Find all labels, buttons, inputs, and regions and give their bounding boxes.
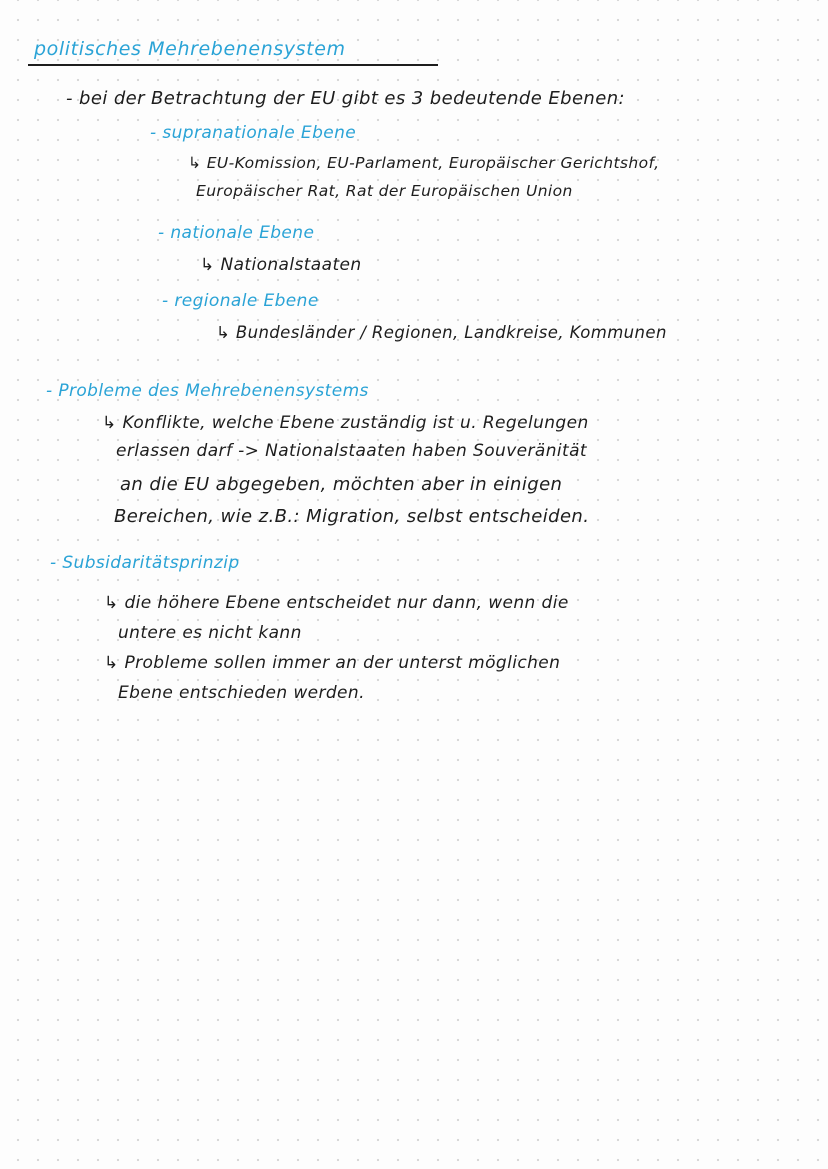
- level-supranational-heading: - supranationale Ebene: [150, 123, 357, 143]
- title-underline: [28, 64, 438, 66]
- level-regional-heading: - regionale Ebene: [162, 291, 319, 311]
- subsidiarity-line-3: ↳ Probleme sollen immer an der unterst möglichen: [104, 653, 561, 673]
- subsidiarity-line-2: untere es nicht kann: [118, 623, 302, 643]
- level-regional-detail: ↳ Bundesländer / Regionen, Landkreise, Kommunen: [216, 323, 667, 342]
- problems-line-1: ↳ Konflikte, welche Ebene zuständig ist u. Regelungen: [102, 413, 589, 433]
- intro-line: - bei der Betrachtung der EU gibt es 3 bedeutende Ebenen:: [66, 88, 625, 109]
- problems-line-4: Bereichen, wie z.B.: Migration, selbst entscheiden.: [114, 506, 590, 527]
- subsidiarity-line-1: ↳ die höhere Ebene entscheidet nur dann, wenn die: [104, 593, 569, 613]
- level-national-detail: ↳ Nationalstaaten: [200, 255, 362, 275]
- subsidiarity-line-4: Ebene entschieden werden.: [118, 683, 365, 703]
- problems-heading: - Probleme des Mehrebenensystems: [46, 381, 369, 401]
- problems-line-2: erlassen darf -> Nationalstaaten haben Souveränität: [116, 441, 587, 461]
- level-supranational-detail-2: Europäischer Rat, Rat der Europäischen Union: [196, 182, 573, 200]
- problems-line-3: an die EU abgegeben, möchten aber in einigen: [120, 474, 563, 495]
- level-national-heading: - nationale Ebene: [158, 223, 315, 243]
- subsidiarity-heading: - Subsidaritätsprinzip: [50, 553, 240, 573]
- page-title: politisches Mehrebenensystem: [34, 38, 346, 60]
- level-supranational-detail-1: ↳ EU-Komission, EU-Parlament, Europäischer Gerichtshof,: [188, 154, 660, 172]
